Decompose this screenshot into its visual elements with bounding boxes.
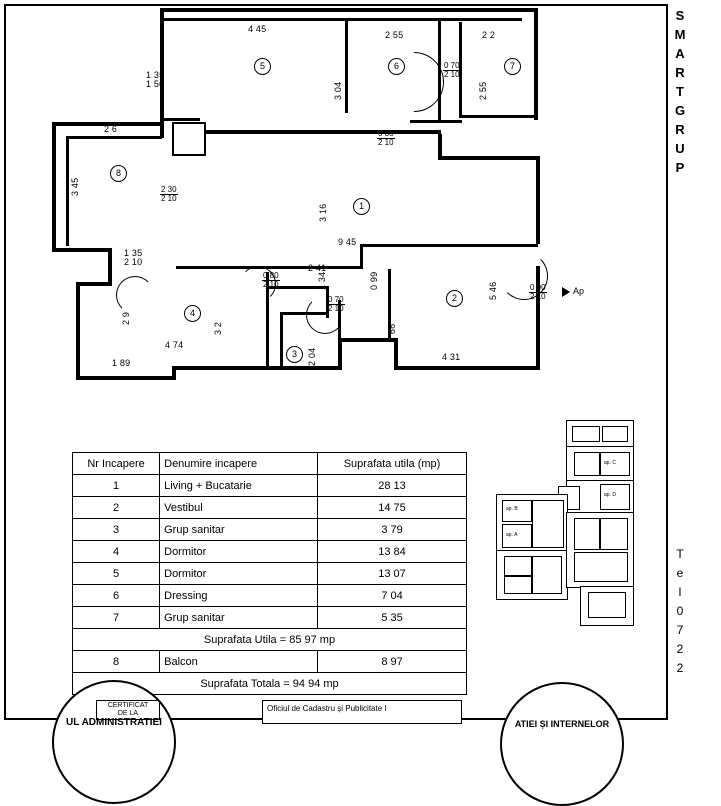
door-label-230-210 (160, 186, 178, 203)
room-schedule-table (72, 452, 467, 695)
door-width: 0 70 (328, 295, 344, 304)
side-letter: M (674, 27, 686, 42)
dim-316: 3 16 (318, 203, 328, 222)
wall-right-top (534, 8, 538, 120)
wall-left-notch (160, 118, 200, 121)
table-row (73, 607, 467, 629)
side-text-phone (672, 545, 688, 678)
table-row (73, 497, 467, 519)
room-number-6: 6 (388, 58, 405, 75)
apartment-marker-label: Ap (573, 286, 585, 296)
cert-line-2: DE LA (117, 710, 139, 717)
wall-left-wing-inner (66, 136, 162, 139)
door-label-080-210-a (377, 130, 395, 147)
cell-nr: 7 (73, 607, 160, 629)
side-text-brand (672, 6, 688, 177)
dim-135-lower: 1 35 (124, 248, 143, 258)
door-height: 2 10 (328, 304, 344, 313)
stamp-left-text: UL ADMINISTRATIEI (66, 717, 162, 728)
wall-living-right (360, 244, 363, 269)
dim-166: 1 66 (387, 323, 397, 342)
dim-546: 5 46 (488, 281, 498, 300)
door-height: 2 10 (263, 280, 279, 289)
stamp-center-text: Oficiul de Cadastru și Publicitate I (267, 704, 387, 713)
dim-22: 2 2 (482, 30, 496, 40)
cell-name: Living + Bucatarie (160, 475, 318, 497)
dim-255: 2 55 (385, 30, 404, 40)
door-height: 2 10 (161, 194, 177, 203)
cell-area: 14 75 (318, 497, 467, 519)
door-label-080-210-b (262, 272, 280, 289)
table-row (73, 475, 467, 497)
cell-area: 7 04 (318, 585, 467, 607)
dim-945: 9 45 (338, 237, 357, 247)
wall-left-wing-inner-v (66, 136, 69, 246)
side-letter: 2 (676, 642, 684, 656)
cell-area: 13 07 (318, 563, 467, 585)
header-area: Suprafata utila (mp) (318, 453, 467, 475)
dim-135-top: 1 35 (146, 70, 165, 80)
door-width: 0 80 (263, 271, 279, 280)
side-letter: e (676, 566, 684, 580)
door-width: 0 70 (444, 61, 460, 70)
room-number-7: 7 (504, 58, 521, 75)
stamp-center-box (262, 700, 462, 724)
wall-right-upper-v (536, 160, 540, 244)
keyplan-label-c: ap. C (604, 460, 616, 466)
keyplan-unit (600, 518, 628, 550)
door-label-090-210 (529, 284, 547, 301)
table-header-row (73, 453, 467, 475)
cell-name: Balcon (160, 651, 318, 673)
keyplan-unit (504, 556, 532, 576)
room-number-4: 4 (184, 305, 201, 322)
cell-name: Dormitor (160, 541, 318, 563)
dim-099: 0 99 (369, 271, 379, 290)
wall-room7-bottom (459, 115, 537, 118)
cell-area: 3 79 (318, 519, 467, 541)
wall-inner-h-top (164, 18, 522, 21)
side-letter: 0 (676, 604, 684, 618)
cell-name: Dressing (160, 585, 318, 607)
dim-134: 1 34 (317, 271, 327, 290)
stamp-right (500, 682, 624, 806)
cell-nr: 3 (73, 519, 160, 541)
wall-hall-top (196, 130, 441, 134)
keyplan-label-a: ap. A (506, 532, 518, 538)
room-number-3: 3 (286, 346, 303, 363)
dim-210-lower: 2 10 (124, 257, 143, 267)
side-letter: G (674, 103, 686, 118)
side-letter: R (675, 122, 685, 137)
side-letter: 7 (676, 623, 684, 637)
table-row (73, 541, 467, 563)
wall-right-mid-h (438, 156, 540, 160)
door-width: 0 80 (378, 129, 394, 138)
table-subtotal-row (73, 629, 467, 651)
wall-right-mid-v (438, 134, 442, 158)
side-letter: S (675, 8, 685, 23)
cell-name: Grup sanitar (160, 607, 318, 629)
wall-bath3-inner-v (280, 312, 283, 366)
dim-29: 2 9 (121, 311, 131, 325)
cell-subtotal: Suprafata Utila = 85 97 mp (73, 629, 467, 651)
wall-left-wing-left (52, 122, 56, 252)
cell-nr: 6 (73, 585, 160, 607)
keyplan-label-b: ap. B (506, 506, 518, 512)
table-row (73, 563, 467, 585)
table-row-balcony (73, 651, 467, 673)
header-nr: Nr Incapere (73, 453, 160, 475)
cell-nr: 2 (73, 497, 160, 519)
cert-line-1: CERTIFICAT (107, 702, 149, 709)
room-number-1: 1 (353, 198, 370, 215)
room-number-2: 2 (446, 290, 463, 307)
wall-left-step2 (76, 282, 112, 286)
keyplan-unit (532, 556, 562, 594)
room-number-8: 8 (110, 165, 127, 182)
keyplan-unit (602, 426, 628, 442)
dim-445: 4 45 (248, 24, 267, 34)
stamp-right-text: ATIEI ȘI INTERNELOR (514, 719, 610, 729)
side-letter: R (675, 65, 685, 80)
side-letter: T (676, 84, 684, 99)
door-arc-balcony (116, 276, 154, 314)
dim-474: 4 74 (165, 340, 184, 350)
side-letter: 2 (676, 661, 684, 675)
dim-32: 3 2 (213, 321, 223, 335)
wall-living-right2 (360, 244, 538, 247)
side-letter: A (675, 46, 685, 61)
keyplan-unit (532, 500, 564, 548)
cell-nr: 5 (73, 563, 160, 585)
dim-304: 3 04 (333, 81, 343, 100)
wall-closet-box (172, 122, 206, 156)
wall-outer-top (160, 8, 538, 12)
wall-bottom-left (76, 376, 176, 380)
wall-vert-room5-right (345, 18, 348, 113)
door-height: 2 10 (378, 138, 394, 147)
cell-name: Vestibul (160, 497, 318, 519)
door-width: 2 30 (161, 185, 177, 194)
wall-room6-bottom (410, 120, 462, 123)
keyplan-unit (574, 552, 628, 582)
side-letter: P (675, 160, 685, 175)
dim-26: 2 6 (104, 124, 118, 134)
cell-nr: 1 (73, 475, 160, 497)
cell-name: Dormitor (160, 563, 318, 585)
cell-nr: 4 (73, 541, 160, 563)
wall-bottom-mid-v (338, 338, 342, 370)
side-letter: U (675, 141, 685, 156)
door-height: 2 10 (444, 70, 460, 79)
door-width: 0 90 (530, 283, 546, 292)
wall-bottom-mid (172, 366, 342, 370)
cell-area: 5 35 (318, 607, 467, 629)
dim-204: 2 04 (307, 347, 317, 366)
keyplan-unit (572, 426, 600, 442)
entry-arrow-icon (562, 287, 570, 297)
table-row (73, 585, 467, 607)
dim-189: 1 89 (112, 358, 131, 368)
wall-left-wing-bottom (52, 248, 112, 252)
table-row (73, 519, 467, 541)
dim-241: 2 41 (308, 263, 327, 273)
keyplan-unit (504, 576, 532, 594)
stamp-left (52, 680, 176, 804)
header-name: Denumire incapere (160, 453, 318, 475)
dim-150: 1 50 (146, 79, 165, 89)
cell-name: Grup sanitar (160, 519, 318, 541)
cell-area: 28 13 (318, 475, 467, 497)
wall-bottom-right-h2 (394, 366, 540, 370)
dim-345: 3 45 (70, 177, 80, 196)
dim-431: 4 31 (442, 352, 461, 362)
dim-255b: 2 55 (478, 81, 488, 100)
keyplan-unit (588, 592, 626, 618)
cell-area: 8 97 (318, 651, 467, 673)
door-label-070-210-a (443, 62, 461, 79)
wall-living-bottom (176, 266, 362, 269)
door-height: 2 10 (530, 292, 546, 301)
door-label-070-210-b (327, 296, 345, 313)
keyplan-unit (574, 518, 600, 550)
keyplan-label-d: ap. D (604, 492, 616, 498)
cell-nr: 8 (73, 651, 160, 673)
side-letter: T (676, 547, 684, 561)
room-number-5: 5 (254, 58, 271, 75)
certificate-text (96, 700, 160, 720)
keyplan-unit (574, 452, 600, 476)
cell-area: 13 84 (318, 541, 467, 563)
side-letter: l (678, 585, 682, 599)
cell-total: Suprafata Totala = 94 94 mp (73, 673, 467, 695)
key-plan (488, 420, 648, 670)
wall-left-step (108, 248, 112, 284)
wall-left-lower-v (76, 282, 80, 380)
